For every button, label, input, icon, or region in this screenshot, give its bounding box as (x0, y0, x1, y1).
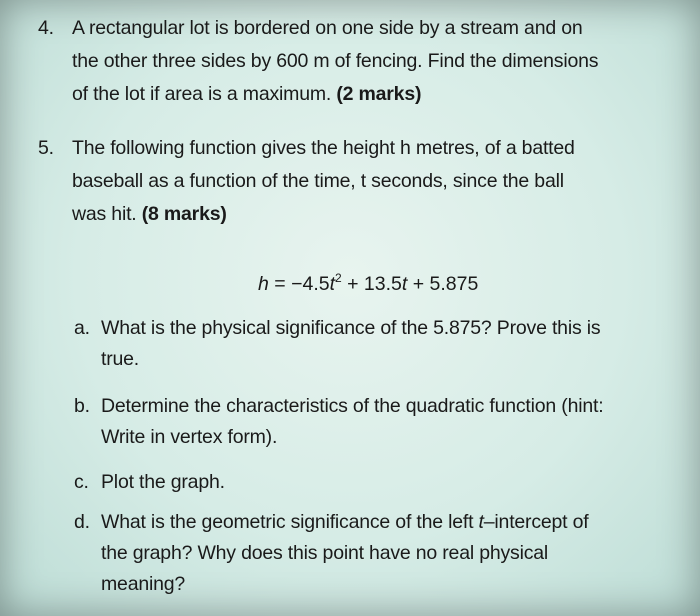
part-d-letter: d. (74, 511, 90, 533)
part-b (74, 391, 674, 455)
part-b-line-1: Determine the characteristics of the quadratic function (hint: (101, 395, 604, 417)
question-5-line-3: was hit. (72, 203, 137, 225)
part-d-line-3: meaning? (101, 573, 186, 595)
part-a (74, 313, 674, 377)
part-a-letter: a. (74, 317, 90, 339)
question-4-line-1: A rectangular lot is bordered on one side by a stream and on (72, 17, 583, 39)
formula-constant: + 5.875 (407, 273, 479, 295)
formula-var-t: t (401, 273, 408, 295)
question-5-marks: (8 marks) (141, 203, 227, 225)
question-4-number: 4. (38, 17, 54, 39)
part-a-line-1: What is the physical significance of the 5.875? Prove this is (101, 317, 601, 339)
part-d-line-2: the graph? Why does this point have no real physical (101, 542, 549, 564)
formula-lhs: h (258, 273, 269, 295)
formula-var-t-squared: t (329, 273, 335, 295)
formula-exponent: 2 (335, 271, 342, 285)
question-4-line-3: of the lot if area is a maximum. (72, 83, 332, 105)
height-formula (258, 263, 478, 299)
question-4-marks: (2 marks) (336, 83, 422, 105)
question-5-number: 5. (38, 137, 54, 159)
question-4-line-2: the other three sides by 600 m of fencing. Find the dimensions (72, 50, 599, 72)
part-d-line-1-end: –intercept of (483, 511, 589, 533)
formula-coef-a: = −4.5 (268, 273, 330, 295)
part-b-line-2: Write in vertex form). (101, 426, 278, 448)
part-d-var-t: t (478, 511, 484, 533)
part-c (74, 467, 674, 499)
part-b-letter: b. (74, 395, 90, 417)
part-c-line-1: Plot the graph. (101, 471, 225, 493)
part-d (74, 507, 674, 603)
formula-coef-b: + 13.5 (341, 273, 402, 295)
question-5-line-2: baseball as a function of the time, t seconds, since the ball (72, 170, 564, 192)
question-5-line-1: The following function gives the height h metres, of a batted (72, 137, 575, 159)
part-d-line-1-start: What is the geometric significance of the left (101, 511, 479, 533)
part-c-letter: c. (74, 471, 89, 493)
part-a-line-2: true. (101, 348, 140, 370)
